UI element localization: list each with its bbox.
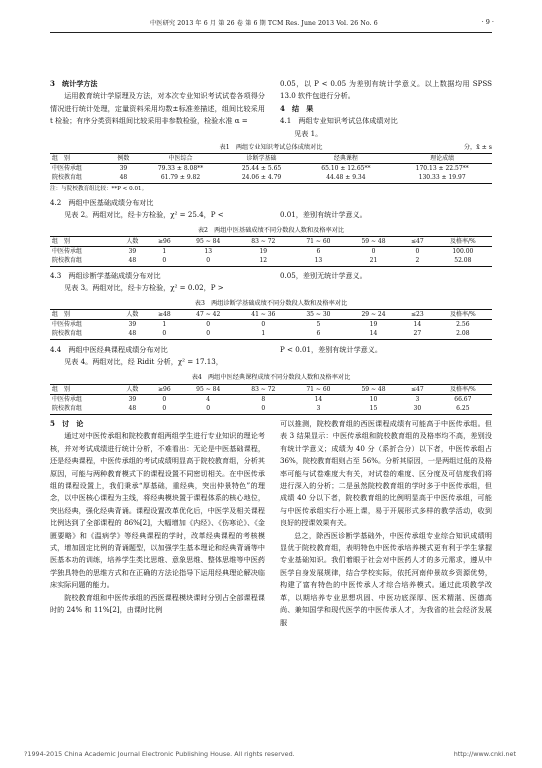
subsection-heading: 4.3 两组诊断学基础成绩分布对比 [50, 271, 161, 280]
footer-url: http://www.cnki.net [453, 750, 516, 758]
table-row [50, 404, 492, 414]
table-cell: 6 [316, 248, 321, 256]
paragraph: 见表 3。两组对比，经卡方检验，χ² = 0.02，P > [64, 283, 224, 293]
col-header: 组 别 [52, 155, 71, 163]
table-cell: 39 [128, 396, 137, 404]
table-cell: 中医传承组 [52, 165, 83, 173]
table-row [50, 173, 492, 183]
col-header: 95 ~ 84 [196, 238, 221, 246]
section-heading: 5 讨 论 [50, 419, 84, 428]
table1-note: 注：与院校教育组比较：**P < 0.01。 [50, 186, 148, 192]
col-header: ≥96 [158, 386, 171, 394]
section-4-2-cont [280, 209, 492, 221]
table-cell: 170.13 ± 22.57** [415, 165, 469, 173]
table2-title: 表2 两组中医基础成绩不同分数段人数和及格率对比 [197, 227, 345, 234]
results-intro-section [280, 78, 492, 140]
col-header: 47 ~ 42 [196, 311, 221, 319]
section-heading: 3 统计学方法 [50, 79, 98, 88]
table1-title: 表1 两组专业知识考试总体成绩对比 [219, 144, 323, 151]
section-heading: 4 结 果 [280, 103, 314, 113]
subsection-heading: 4.1 两组专业知识考试总体成绩对比 [280, 116, 398, 126]
table-cell: 0 [261, 321, 266, 329]
table-cell: 0 [415, 248, 420, 256]
table-cell: 1 [261, 330, 266, 338]
table-cell: 48 [128, 257, 137, 265]
col-header: ≤23 [411, 311, 424, 319]
table1 [50, 153, 492, 184]
table-cell: 2.08 [456, 330, 470, 338]
col-header: 83 ~ 72 [251, 238, 276, 246]
table-cell: 39 [119, 165, 128, 173]
col-header: 41 ~ 36 [251, 311, 276, 319]
col-header: 83 ~ 72 [251, 386, 276, 394]
col-header: ≤47 [411, 238, 424, 246]
table-cell: 0 [206, 257, 211, 265]
col-header: 59 ~ 48 [361, 386, 386, 394]
table-cell: 0 [206, 321, 211, 329]
table-cell: 19 [259, 248, 268, 256]
table-cell: 65.10 ± 12.65** [321, 165, 371, 173]
table-cell: 10 [369, 396, 378, 404]
table-cell: 24.06 ± 4.79 [241, 174, 282, 182]
table-cell: 0 [206, 330, 211, 338]
table-cell: 66.67 [454, 396, 472, 404]
subsection-heading: 4.4 两组中医经典课程成绩分布对比 [50, 345, 168, 354]
table-cell: 0 [162, 396, 167, 404]
table-cell: 48 [128, 330, 137, 338]
table4 [50, 384, 492, 415]
table-cell: 8 [261, 396, 266, 404]
col-header: 组 别 [52, 311, 71, 319]
col-header: 人数 [126, 386, 139, 394]
table-row [50, 164, 492, 174]
page-number: · 9 · [481, 18, 494, 26]
table-cell: 100.00 [452, 248, 474, 256]
table-cell: 中医传承组 [52, 321, 83, 329]
col-header: 及格率/% [449, 386, 476, 394]
page-header [0, 14, 542, 30]
table-cell: 6.25 [456, 405, 470, 413]
col-header: 71 ~ 60 [306, 238, 331, 246]
copyright-text: ?1994-2015 China Academic Journal Electronic Publishing House. All rights reserved. [24, 750, 295, 758]
table-cell: 2 [415, 257, 420, 265]
paragraph: P < 0.01，差别有统计学意义。 [280, 345, 382, 354]
col-header: 95 ~ 84 [196, 386, 221, 394]
table-cell: 3 [415, 396, 420, 404]
col-header: 诊断学基础 [246, 155, 277, 163]
section-4-3-cont [280, 270, 492, 282]
discussion-left-column [50, 418, 265, 617]
table-cell: 6 [316, 330, 321, 338]
table-cell: 院校教育组 [52, 330, 83, 338]
col-header: 35 ~ 30 [306, 311, 331, 319]
table-cell: 39 [128, 248, 137, 256]
table4-title: 表4 两组中医经典课程成绩不同分数段人数和及格率对比 [191, 374, 351, 381]
col-header: 及格率/% [449, 238, 476, 246]
table-cell: 39 [128, 321, 137, 329]
table-cell: 15 [369, 405, 378, 413]
paragraph: 运用教育统计学原理及方法，对本次专业知识考试试卷各项得分情况进行统计处理，定量资料采用均数±标准差描述，组间比较采用 t 检验；有序分类资料组间比较采用非参数检验，检验水准 α = [50, 91, 265, 126]
table-cell: 27 [413, 330, 422, 338]
table-cell: 14 [369, 330, 378, 338]
table-cell: 12 [259, 257, 268, 265]
paragraph: 0.05，以 P < 0.05 为差别有统计学意义。以上数据均用 SPSS 13.0 软件包进行分析。 [280, 79, 492, 101]
table-row [50, 320, 492, 330]
paragraph: 院校教育组和中医传承组的西医课程模块课时分别占全部课程课时的 24% 和 11%[2]，由课时比例 [50, 592, 265, 615]
table-cell: 0 [162, 330, 167, 338]
table3 [50, 309, 492, 340]
table-cell: 院校教育组 [52, 257, 83, 265]
col-header: 组 别 [52, 386, 71, 394]
table-cell: 44.48 ± 9.34 [326, 174, 366, 182]
paragraph: 见表 2。两组对比，经卡方检验，χ² = 25.4，P < [64, 210, 224, 220]
table-cell: 0 [206, 405, 211, 413]
col-header: 中医综合 [168, 155, 193, 163]
table2 [50, 236, 492, 267]
table-row [50, 256, 492, 266]
col-header: ≤47 [411, 386, 424, 394]
table-cell: 48 [128, 405, 137, 413]
table-cell: 3 [316, 405, 321, 413]
table-cell: 0 [371, 248, 376, 256]
col-header: 人数 [126, 311, 139, 319]
col-header: 经典课程 [333, 155, 358, 163]
header-rule [50, 32, 492, 33]
section-4-4-cont [280, 344, 492, 356]
table-cell: 1 [162, 248, 167, 256]
paragraph: 总之，除西医诊断学基础外，中医传承组专业综合知识成绩明显优于院校教育组，表明特色中医传承培养模式更有利于学生掌握专业基础知识。我们着眼于社会对中医药人才的多元需求，遵从中医学自身发展规律，结合学校实际，依托河南仲景故乡资源优势，构建了富有特色的中医传承人才综合培养模式。通过此项教学改革，以期培养专业思想巩固、中医功底深厚、医术精湛、医德高尚、兼知国学和现代医学的中医传承人才，为我省的社会经济发展服 [280, 530, 492, 627]
table-cell: 4 [206, 396, 211, 404]
section-4-4 [50, 344, 265, 369]
table-cell: 1 [162, 321, 167, 329]
table-cell: 院校教育组 [52, 174, 83, 182]
table-cell: 79.33 ± 8.08** [157, 165, 204, 173]
table1-unit: 分，x̄ ± s [463, 144, 492, 151]
col-header: 71 ~ 60 [306, 386, 331, 394]
paragraph: 见表 1。 [294, 128, 323, 138]
table-cell: 中医传承组 [52, 396, 83, 404]
table-cell: 48 [119, 174, 128, 182]
table-cell: 院校教育组 [52, 405, 83, 413]
table-cell: 14 [314, 396, 323, 404]
table-cell: 2.56 [456, 321, 470, 329]
table-cell: 0 [162, 257, 167, 265]
col-header: 及格率/% [449, 311, 476, 319]
col-header: 29 ~ 24 [361, 311, 386, 319]
table3-title: 表3 两组诊断学基础成绩不同分数段人数和及格率对比 [194, 300, 348, 307]
table-cell: 13 [204, 248, 213, 256]
paragraph: 通过对中医传承组和院校教育组两组学生进行专业知识的理论考核，并对考试成绩进行统计分析，不难看出：无论是中医基础课程，还是经典课程，中医传承组的考试成绩明显高于院校教育组，分析其原因，可能与两种教育模式下的课程设置不同密切相关。在中医传承组的课程设置上，我们秉承“厚基础，重经典，突出仲景特色”的理念，以中医核心课程为主线，将经典模块置于课程体系的核心地位，突出经典，强化经典背诵。课程设置改革优化后，中医学及相关课程比例达到了全部课程的 86%[2]，大幅增加《内经》、《伤寒论》、《金匮要略》和《温病学》等经典课程的学时，改革经典课程的考核模式，增加固定比例的背诵题型，以加强学生基本理论和经典背诵等中医基本功的训练，培养学生类比思维、意象思维、整体思维等中医药学独具特色的思维方式和在正确的方法论指导下运用经典理论解决临床实际问题的能力。 [50, 431, 265, 590]
col-header: 59 ~ 48 [361, 238, 386, 246]
table-cell: 0 [261, 405, 266, 413]
table-cell: 14 [413, 321, 422, 329]
table-row [50, 395, 492, 405]
section-4-3 [50, 270, 265, 295]
table-cell: 52.08 [454, 257, 472, 265]
table-row [50, 247, 492, 257]
col-header: ≥96 [158, 238, 171, 246]
table-cell: 61.79 ± 9.82 [160, 174, 201, 182]
col-header: 人数 [126, 238, 139, 246]
table-row [50, 329, 492, 339]
table-cell: 5 [316, 321, 321, 329]
journal-header: 中医研究 2013 年 6 月 第 26 卷 第 6 期 TCM Res. June 2013 Vol. 26 No. 6 [150, 20, 378, 27]
stats-methods-section [50, 78, 265, 128]
col-header: 例数 [117, 155, 130, 163]
table-cell: 21 [369, 257, 378, 265]
table-cell: 13 [314, 257, 323, 265]
table-cell: 130.33 ± 19.97 [418, 174, 466, 182]
col-header: 理论成绩 [430, 155, 455, 163]
discussion-right-column [280, 418, 492, 629]
table-cell: 0 [162, 405, 167, 413]
paragraph: 0.05，差别无统计学意义。 [280, 271, 367, 280]
table-cell: 中医传承组 [52, 248, 83, 256]
col-header: 组 别 [52, 238, 71, 246]
col-header: ≥48 [158, 311, 171, 319]
table-cell: 25.44 ± 5.65 [241, 165, 282, 173]
paragraph: 0.01，差别有统计学意义。 [280, 210, 367, 219]
paragraph: 见表 4。两组对比，经 Ridit 分析，χ² = 17.13， [64, 357, 223, 367]
section-4-2 [50, 197, 265, 222]
table-cell: 19 [369, 321, 378, 329]
subsection-heading: 4.2 两组中医基础成绩分布对比 [50, 198, 154, 207]
table-cell: 30 [413, 405, 422, 413]
paragraph: 可以推测，院校教育组的西医课程成绩有可能高于中医传承组。但表 3 结果显示：中医传承组和院校教育组的及格率均不高，差别没有统计学意义；成绩为 40 分（系折合分）以下者，中医传承组占 36%，院校教育组则占至 56%。分析其原因，一是两组过低的及格率可能与试卷难度大有关，对试卷的难度、区分度及可信度我们将进行深入的分析；二是虽然院校教育组的学时多于中医传承组，但成绩 40 分以下者，院校教育组的比例明显高于中医传承组，可能与中医传承组实行小班上课，易于开展形式多样的教学活动，收到良好的授课效果有关。 [280, 419, 492, 528]
